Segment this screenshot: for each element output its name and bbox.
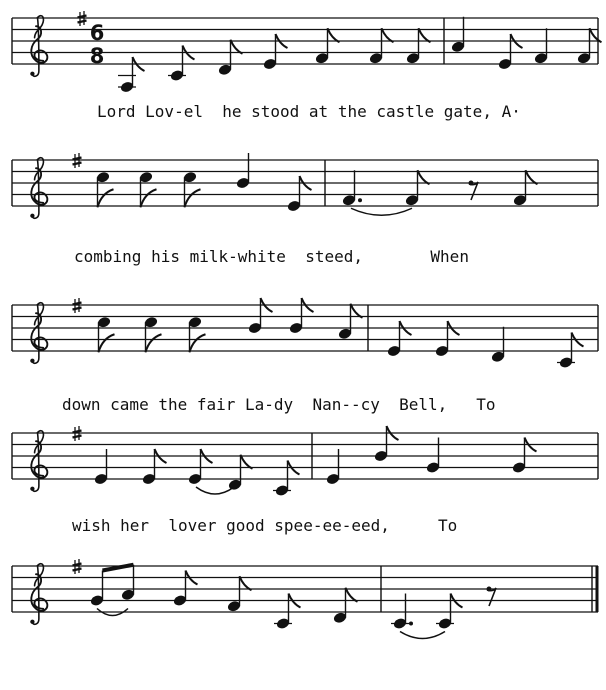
note: [97, 316, 115, 352]
flag: [590, 28, 602, 42]
flag: [99, 334, 115, 352]
staff-5: [12, 559, 598, 624]
tie: [196, 487, 234, 494]
flag: [418, 170, 430, 184]
flag: [382, 28, 394, 42]
note: [451, 17, 466, 53]
note: [183, 171, 201, 207]
flag: [240, 576, 252, 590]
note: [188, 316, 206, 352]
note: [491, 327, 506, 363]
treble-clef-icon: [30, 158, 47, 219]
tie: [351, 208, 412, 215]
dot: [409, 622, 413, 626]
note: [144, 316, 162, 352]
note: [338, 304, 363, 340]
flag: [351, 304, 363, 318]
lyric-line-4: wish her lover good spee-ee-eed, To: [72, 516, 458, 535]
note: [227, 576, 252, 612]
lyric-line-2: combing his milk-white steed, When: [74, 247, 469, 266]
flag: [241, 455, 253, 469]
rest-stroke: [487, 588, 496, 606]
staff-3-notes: [97, 298, 584, 369]
note: [405, 170, 430, 206]
time-signature-numerator: 6: [89, 21, 105, 45]
treble-clef-icon: [30, 16, 47, 77]
lyric-line-3: down came the fair La-dy Nan--cy Bell, To: [62, 395, 496, 414]
note: [333, 588, 358, 624]
flag: [98, 189, 114, 207]
flag: [190, 334, 206, 352]
note: [513, 170, 538, 206]
eighth-rest-icon: [469, 181, 479, 201]
treble-clef-icon: [30, 431, 47, 492]
rest-stroke: [469, 182, 478, 200]
note: [228, 455, 253, 491]
note: [342, 170, 362, 206]
flag: [146, 334, 162, 352]
treble-clef-icon: [30, 303, 47, 364]
note: [315, 28, 340, 64]
note: [139, 171, 157, 207]
note: [406, 28, 431, 64]
staff-1-notes: [118, 17, 602, 94]
note: [534, 28, 549, 64]
note: [218, 40, 243, 76]
treble-clef-icon: [30, 564, 47, 625]
staff-4-notes: [94, 426, 537, 497]
tie: [400, 632, 445, 639]
flag: [185, 189, 201, 207]
eighth-rest-icon: [487, 587, 497, 607]
flag: [231, 40, 243, 54]
note: [121, 565, 136, 601]
flag: [419, 28, 431, 42]
flag: [526, 170, 538, 184]
note: [96, 171, 114, 207]
flag: [141, 189, 157, 207]
flag: [346, 588, 358, 602]
note: [118, 57, 145, 93]
time-signature-denominator: 8: [89, 44, 105, 68]
dot: [358, 198, 362, 202]
lyric-line-1: Lord Lov-el he stood at the castle gate, A·: [97, 102, 521, 121]
note: [369, 28, 394, 64]
staff-3: [12, 298, 598, 363]
flag: [328, 28, 340, 42]
staff-5-notes: [90, 565, 463, 630]
